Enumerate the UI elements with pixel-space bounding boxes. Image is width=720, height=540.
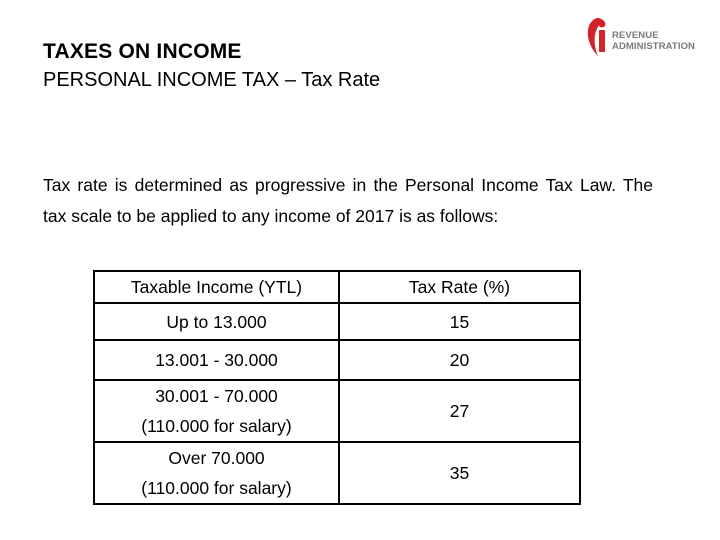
rate-cell: 20 (339, 340, 580, 380)
income-cell (94, 380, 339, 442)
table-row (94, 340, 580, 380)
revenue-logo-icon (584, 16, 610, 58)
table-row (94, 442, 580, 504)
rate-cell: 35 (339, 442, 580, 504)
table-row (94, 380, 580, 442)
table-header-row (94, 271, 580, 303)
intro-paragraph: Tax rate is determined as progressive in the Personal Income Tax Law. The tax scale to be applied to any income of 2017 is as follows: (43, 175, 653, 226)
income-range: 13.001 - 30.000 (155, 350, 278, 370)
income-note: (110.000 for salary) (141, 478, 292, 498)
rate-cell: 27 (339, 380, 580, 442)
income-range: Up to 13.000 (166, 311, 267, 332)
page-subtitle: PERSONAL INCOME TAX – Tax Rate (43, 69, 381, 91)
income-note: (110.000 for salary) (141, 416, 292, 436)
column-header-rate: Tax Rate (%) (339, 271, 580, 303)
income-range: Over 70.000 (168, 448, 265, 468)
table-row (94, 303, 580, 340)
income-cell (94, 340, 339, 380)
logo-wordmark (612, 30, 695, 52)
page-title: TAXES ON INCOME (43, 40, 242, 63)
logo-line-1: REVENUE (612, 30, 659, 41)
rate-cell: 15 (339, 303, 580, 340)
income-cell (94, 442, 339, 504)
income-range: 30.001 - 70.000 (155, 386, 278, 406)
revenue-administration-logo (584, 16, 710, 58)
tax-rate-table (93, 270, 581, 505)
logo-line-2: ADMINISTRATION (612, 41, 696, 52)
income-cell (94, 303, 339, 340)
column-header-income: Taxable Income (YTL) (94, 271, 339, 303)
